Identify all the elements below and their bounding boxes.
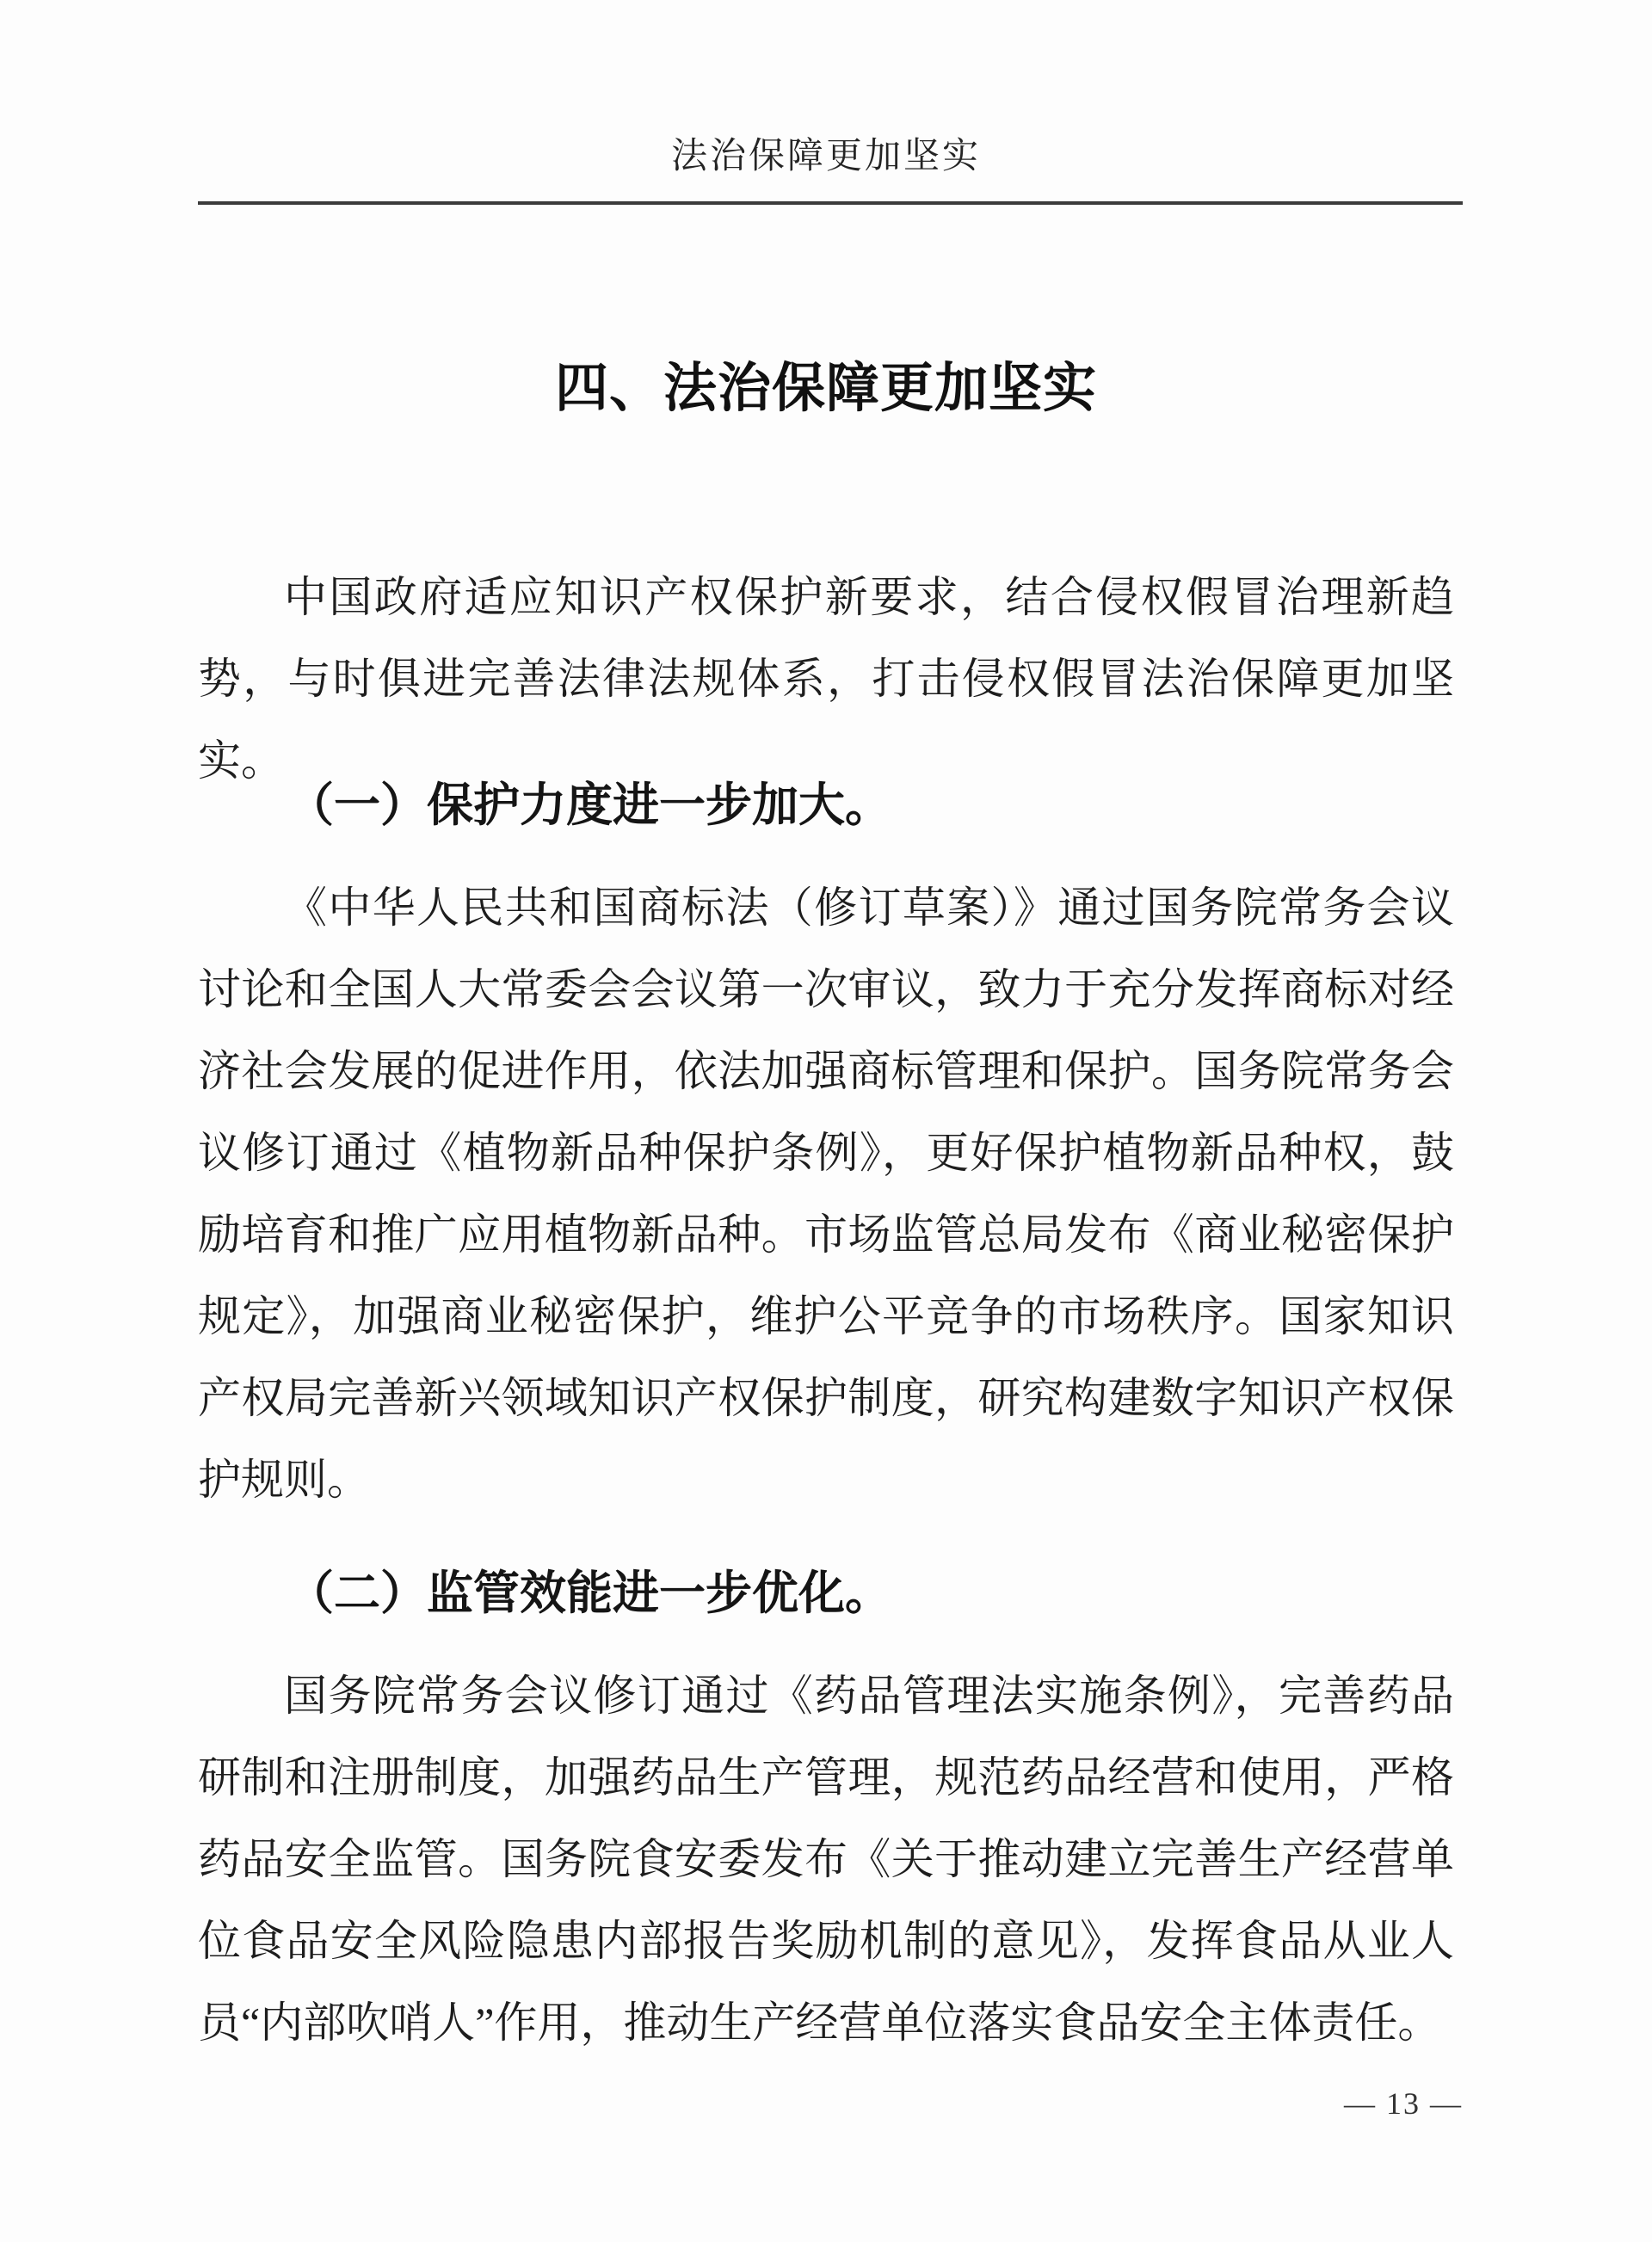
section-2-paragraph: 国务院常务会议修订通过《药品管理法实施条例》，完善药品研制和注册制度，加强药品生产管理，规范药品经营和使用，严格药品安全监管。国务院食安委发布《关于推动建立完善生产经营单位食品安全风险隐患内部报告奖励机制的意见》，发挥食品从业人员“内部吹哨人”作用，推动生产经营单位落实食品安全主体责任。 <box>198 1672 1454 2047</box>
running-header: 法治保障更加坚实 <box>670 137 981 176</box>
header-rule <box>198 201 1463 205</box>
section-1-paragraph: 《中华人民共和国商标法（修订草案）》通过国务院常务会议讨论和全国人大常委会会议第一次审议，致力于充分发挥商标对经济社会发展的促进作用，依法加强商标管理和保护。国务院常务会议修订通过《植物新品种保护条例》，更好保护植物新品种权，鼓励培育和推广应用植物新品种。市场监管总局发布《商业秘密保护规定》，加强商业秘密保护，维护公平竞争的市场秩序。国家知识产权局完善新兴领域知识产权保护制度，研究构建数字知识产权保护规则。 <box>198 884 1454 1504</box>
chapter-title: 四、法治保障更加坚实 <box>554 360 1097 418</box>
page-number: — 13 — <box>1344 2086 1463 2121</box>
section-2-heading: （二）监管效能进一步优化。 <box>287 1568 891 1619</box>
intro-paragraph: 中国政府适应知识产权保护新要求，结合侵权假冒治理新趋势，与时俱进完善法律法规体系，打击侵权假冒法治保障更加坚实。 <box>198 573 1454 785</box>
section-1-heading: （一）保护力度进一步加大。 <box>287 779 891 831</box>
